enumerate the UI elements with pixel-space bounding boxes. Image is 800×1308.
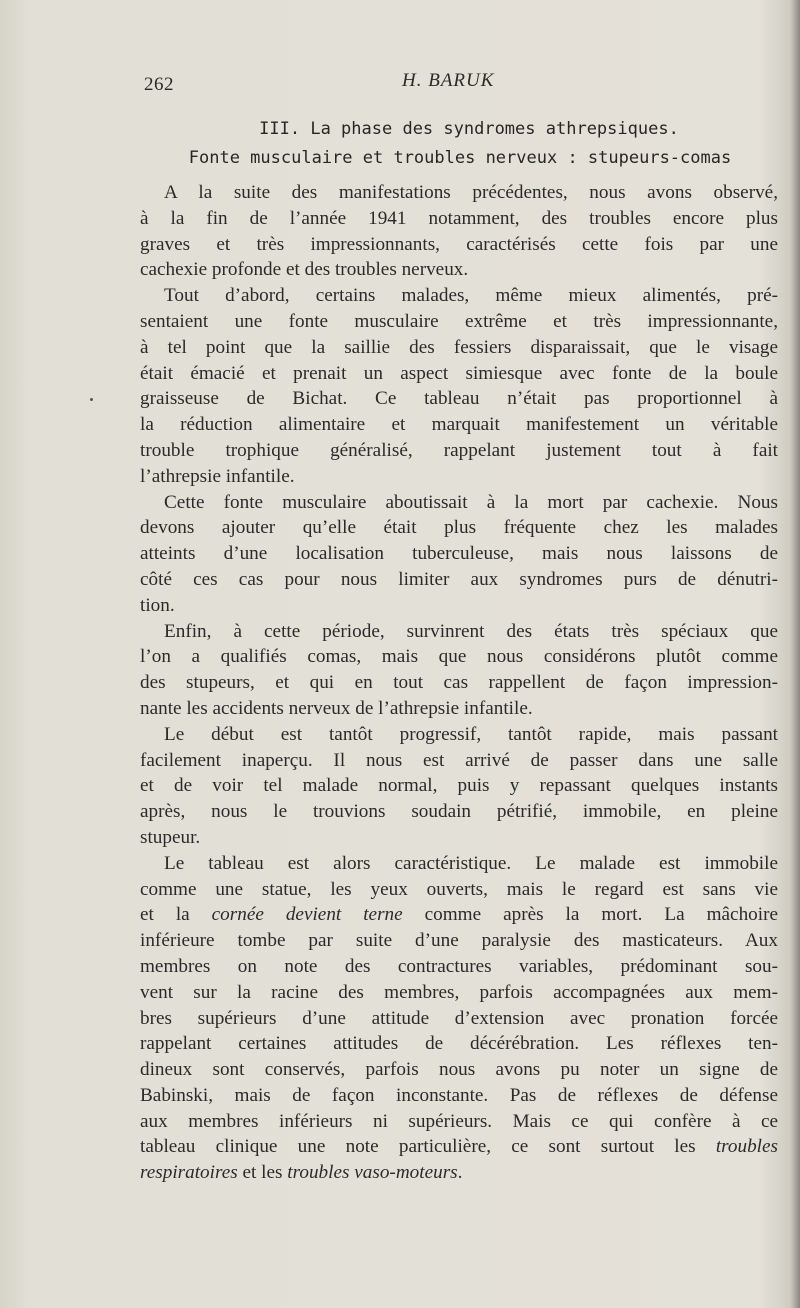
text-line: nante les accidents nerveux de l’athrepsie infantile. bbox=[140, 697, 533, 719]
text-line: comme une statue, les yeux ouverts, mais le regard est sans vie bbox=[140, 878, 778, 900]
text-line: A la suite des manifestations précédentes, nous avons observé, bbox=[164, 182, 778, 203]
text-line: rappelant certaines attitudes de décérébration. Les réflexes ten- bbox=[140, 1033, 778, 1055]
text-line: facilement inaperçu. Il nous est arrivé de passer dans une salle bbox=[140, 749, 778, 771]
text-line: et de voir tel malade normal, puis y repassant quelques instants bbox=[140, 775, 778, 797]
text-line: Le début est tantôt progressif, tantôt rapide, mais passant bbox=[164, 723, 778, 745]
section-subheading: Fonte musculaire et troubles nerveux : stupeurs-comas bbox=[188, 148, 732, 168]
text-line: respiratoires et les troubles vaso-moteurs. bbox=[140, 1162, 463, 1184]
text-line: devons ajouter qu’elle était plus fréquente chez les malades bbox=[140, 517, 778, 539]
text-line: sentaient une fonte musculaire extrême et très impressionnante, bbox=[140, 310, 778, 332]
text-line: après, nous le trouvions soudain pétrifié, immobile, en pleine bbox=[140, 801, 778, 823]
text-line: inférieure tombe par suite d’une paralysie des masticateurs. Aux bbox=[140, 930, 778, 952]
text-line: vent sur la racine des membres, parfois accompagnées aux mem- bbox=[140, 981, 778, 1003]
text-line: côté ces cas pour nous limiter aux syndromes purs de dénutri- bbox=[140, 568, 778, 590]
text-line: Le tableau est alors caractéristique. Le malade est immobile bbox=[164, 852, 778, 874]
text-line: était émacié et prenait un aspect simiesque avec fonte de la boule bbox=[140, 362, 778, 384]
text-line: graves et très impressionnants, caractérisés cette fois par une bbox=[140, 233, 778, 255]
text-line: Babinski, mais de façon inconstante. Pas de réflexes de défense bbox=[140, 1084, 778, 1106]
text-line: cachexie profonde et des troubles nerveux. bbox=[140, 259, 469, 281]
text-line: tion. bbox=[140, 594, 175, 616]
text-line: à tel point que la saillie des fessiers disparaissait, que le visage bbox=[140, 336, 778, 358]
text-line: trouble trophique généralisé, rappelant justement tout à fait bbox=[140, 439, 778, 461]
body-text bbox=[140, 180, 778, 1186]
running-head: H. BARUK bbox=[402, 70, 495, 91]
text-line: dineux sont conservés, parfois nous avons pu noter un signe de bbox=[140, 1059, 778, 1081]
page-number: 262 bbox=[144, 74, 174, 95]
text-line: bres supérieurs d’une attitude d’extension avec pronation forcée bbox=[140, 1007, 778, 1029]
section-headings bbox=[140, 115, 780, 173]
text-line: Cette fonte musculaire aboutissait à la mort par cachexie. Nous bbox=[164, 491, 778, 513]
text-line: l’on a qualifiés comas, mais que nous considérons plutôt comme bbox=[140, 646, 778, 668]
text-line: des stupeurs, et qui en tout cas rappellent de façon impression- bbox=[140, 672, 778, 694]
page-header bbox=[140, 70, 780, 100]
text-line: l’athrepsie infantile. bbox=[140, 465, 295, 487]
margin-speck bbox=[90, 398, 93, 401]
text-line: aux membres inférieurs ni supérieurs. Mais ce qui confère à ce bbox=[140, 1110, 778, 1132]
text-line: stupeur. bbox=[140, 826, 201, 848]
text-line: tableau clinique une note particulière, ce sont surtout les troubles bbox=[140, 1136, 778, 1158]
text-line: et la cornée devient terne comme après la mort. La mâchoire bbox=[140, 904, 778, 926]
text-line: à la fin de l’année 1941 notamment, des troubles encore plus bbox=[140, 207, 778, 229]
text-line: membres on note des contractures variables, prédominant sou- bbox=[140, 955, 778, 977]
text-line: Tout d’abord, certains malades, même mieux alimentés, pré- bbox=[164, 285, 778, 307]
text-line: Enfin, à cette période, survinrent des états très spéciaux que bbox=[164, 620, 778, 642]
text-line: la réduction alimentaire et marquait manifestement un véritable bbox=[140, 414, 778, 436]
text-line: graisseuse de Bichat. Ce tableau n’était pas proportionnel à bbox=[140, 388, 778, 410]
section-heading: III. La phase des syndromes athrepsiques. bbox=[259, 119, 679, 139]
text-line: atteints d’une localisation tuberculeuse, mais nous laissons de bbox=[140, 543, 778, 565]
